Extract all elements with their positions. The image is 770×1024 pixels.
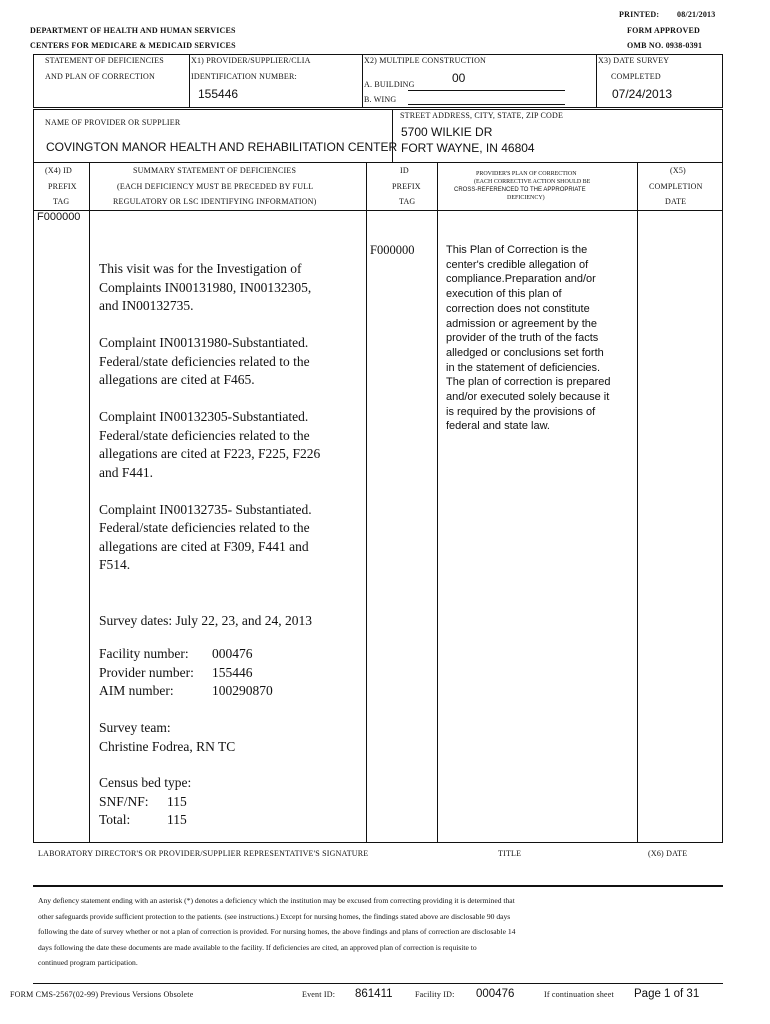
poc-line: compliance.Preparation and/or — [446, 273, 596, 286]
notice-line: Any defiency statement ending with an asterisk (*) denotes a deficiency which the institution may be excused from correcting providing it is determined that — [38, 896, 515, 905]
cms-name: CENTERS FOR MEDICARE & MEDICAID SERVICES — [30, 41, 236, 50]
summary-header-3: REGULATORY OR LSC IDENTIFYING INFORMATION) — [113, 197, 317, 206]
facility-id-label: Facility ID: — [415, 990, 455, 999]
poc-line: The plan of correction is prepared — [446, 376, 611, 389]
x4-header-3: TAG — [53, 197, 70, 206]
x5-header-2: COMPLETION — [649, 182, 703, 191]
left-prefix-tag: F000000 — [37, 211, 81, 223]
summary-line: Complaints IN00131980, IN00132305, — [99, 279, 312, 295]
event-id-value: 861411 — [355, 988, 393, 1000]
poc-line: This Plan of Correction is the — [446, 244, 588, 256]
printed-date: 08/21/2013 — [677, 10, 716, 19]
survey-team-label: Survey team: — [99, 720, 171, 735]
address-label: STREET ADDRESS, CITY, STATE, ZIP CODE — [400, 111, 564, 120]
summary-block — [99, 260, 364, 630]
summary-line: Federal/state deficiencies related to the — [99, 353, 310, 369]
census-block — [99, 774, 191, 830]
dept-name: DEPARTMENT OF HEALTH AND HUMAN SERVICES — [30, 26, 236, 35]
poc-line: alledged or conclusions set forth — [446, 346, 604, 359]
notice-line: following the date of survey whether or not a plan of correction is provided. For nursing homes, the above findings and plans of correction are disclosable 14 — [38, 927, 516, 936]
total-label: Total: — [99, 812, 131, 827]
completed-label: COMPLETED — [611, 72, 661, 81]
date-survey-value: 07/24/2013 — [612, 87, 673, 101]
building-label: A. BUILDING — [364, 80, 415, 89]
survey-team-block — [99, 719, 235, 756]
poc-line: is required by the provisions of — [446, 405, 596, 418]
poc-line: provider of the truth of the facts — [446, 332, 599, 345]
poc-line: in the statement of deficiencies. — [446, 361, 601, 374]
aim-number-label: AIM number: — [99, 683, 174, 698]
x4-header-1: (X4) ID — [45, 166, 72, 175]
address-line-2: FORT WAYNE, IN 46804 — [401, 141, 535, 155]
poc-line: center's credible allegation of — [446, 258, 589, 271]
id-header-2: PREFIX — [392, 182, 421, 191]
summary-line: Complaint IN00132735- Substantiated. — [99, 501, 312, 517]
summary-line: Federal/state deficiencies related to the — [99, 520, 310, 535]
x4-header-2: PREFIX — [48, 182, 77, 191]
form-approved: FORM APPROVED — [627, 26, 701, 35]
summary-line: allegations are cited at F465. — [99, 372, 255, 387]
statement-label-2: AND PLAN OF CORRECTION — [45, 72, 155, 81]
wing-label: B. WING — [364, 95, 397, 104]
provider-label-1: X1) PROVIDER/SUPPLIER/CLIA — [191, 56, 311, 65]
summary-line: allegations are cited at F223, F225, F226 — [99, 446, 321, 461]
signature-date-label: (X6) DATE — [648, 849, 688, 858]
total-value: 115 — [167, 812, 187, 827]
poc-line: execution of this plan of — [446, 288, 562, 301]
x5-header-1: (X5) — [670, 166, 686, 175]
summary-line: Complaint IN00132305-Substantiated. — [99, 409, 309, 424]
continuation-label: If continuation sheet — [544, 990, 614, 999]
aim-number-value: 100290870 — [212, 683, 273, 698]
snf-label: SNF/NF: — [99, 793, 149, 809]
summary-header-1: SUMMARY STATEMENT OF DEFICIENCIES — [133, 166, 297, 175]
signature-label: LABORATORY DIRECTOR'S OR PROVIDER/SUPPLIER REPRESENTATIVE'S SIGNATURE — [38, 849, 369, 858]
poc-line: correction does not constitute — [446, 302, 590, 315]
omb-number: OMB NO. 0938-0391 — [627, 41, 703, 50]
notice-line: days following the date these documents are made available to the facility. If deficiencies are cited, an approved plan of correction is requisite to — [38, 942, 477, 952]
provider-number-value: 155446 — [212, 664, 253, 680]
survey-team-member: Christine Fodrea, RN TC — [99, 738, 236, 754]
summary-line: and IN00132735. — [99, 298, 194, 313]
id-header-1: ID — [400, 166, 409, 175]
summary-line: allegations are cited at F309, F441 and — [99, 538, 309, 554]
summary-header-2: (EACH DEFICIENCY MUST BE PRECEDED BY FULL — [117, 182, 314, 191]
poc-line: federal and state law. — [446, 420, 550, 433]
right-prefix-tag: F000000 — [370, 243, 415, 257]
summary-line: Federal/state deficiencies related to the — [99, 427, 310, 443]
facility-id-value: 000476 — [476, 988, 515, 1000]
poc-line: and/or executed solely because it — [446, 391, 610, 404]
provider-number: 155446 — [198, 87, 239, 101]
multiple-construction-label: X2) MULTIPLE CONSTRUCTION — [364, 56, 487, 65]
signature-title-label: TITLE — [498, 849, 522, 858]
id-header-3: TAG — [399, 197, 416, 206]
summary-line: F514. — [99, 557, 131, 572]
provider-name: COVINGTON MANOR HEALTH AND REHABILITATION CENTER — [46, 140, 398, 154]
poc-header-4: DEFICIENCY) — [507, 195, 545, 201]
provider-label-2: IDENTIFICATION NUMBER: — [191, 72, 297, 81]
notice-line: other safeguards provide sufficient protection to the patients. (see instructions.) Except for nursing homes, the findings stated above are disclosable 90 days — [38, 911, 511, 921]
survey-dates: Survey dates: July 22, 23, and 24, 2013 — [99, 612, 312, 628]
notice-line: continued program participation. — [38, 958, 138, 967]
multiple-construction-value: 00 — [452, 71, 466, 85]
statement-label-1: STATEMENT OF DEFICIENCIES — [45, 56, 164, 65]
snf-value: 115 — [167, 793, 187, 809]
facility-number-value: 000476 — [212, 646, 253, 661]
summary-line: Complaint IN00131980-Substantiated. — [99, 335, 309, 350]
facility-number-label: Facility number: — [99, 646, 189, 661]
provider-number-label: Provider number: — [99, 664, 194, 680]
x5-header-3: DATE — [665, 197, 687, 206]
poc-line: admission or agreement by the — [446, 317, 598, 330]
form-number: FORM CMS-2567(02-99) Previous Versions Obsolete — [10, 990, 194, 999]
facility-block — [99, 645, 273, 701]
poc-header-3: CROSS-REFERENCED TO THE APPROPRIATE — [454, 187, 586, 193]
page-number: Page 1 of 31 — [634, 988, 700, 1000]
census-label: Census bed type: — [99, 775, 192, 790]
event-id-label: Event ID: — [302, 990, 336, 999]
summary-line: and F441. — [99, 464, 153, 480]
poc-header-1: PROVIDER'S PLAN OF CORRECTION — [476, 171, 577, 177]
disclosure-notice — [38, 893, 718, 971]
printed-label: PRINTED: — [619, 10, 660, 19]
poc-header-2: (EACH CORRECTIVE ACTION SHOULD BE — [474, 179, 591, 185]
address-line-1: 5700 WILKIE DR — [401, 125, 493, 139]
summary-line: This visit was for the Investigation of — [99, 261, 302, 276]
plan-of-correction — [446, 243, 634, 434]
provider-name-label: NAME OF PROVIDER OR SUPPLIER — [45, 118, 181, 127]
date-survey-label: X3) DATE SURVEY — [598, 56, 670, 65]
